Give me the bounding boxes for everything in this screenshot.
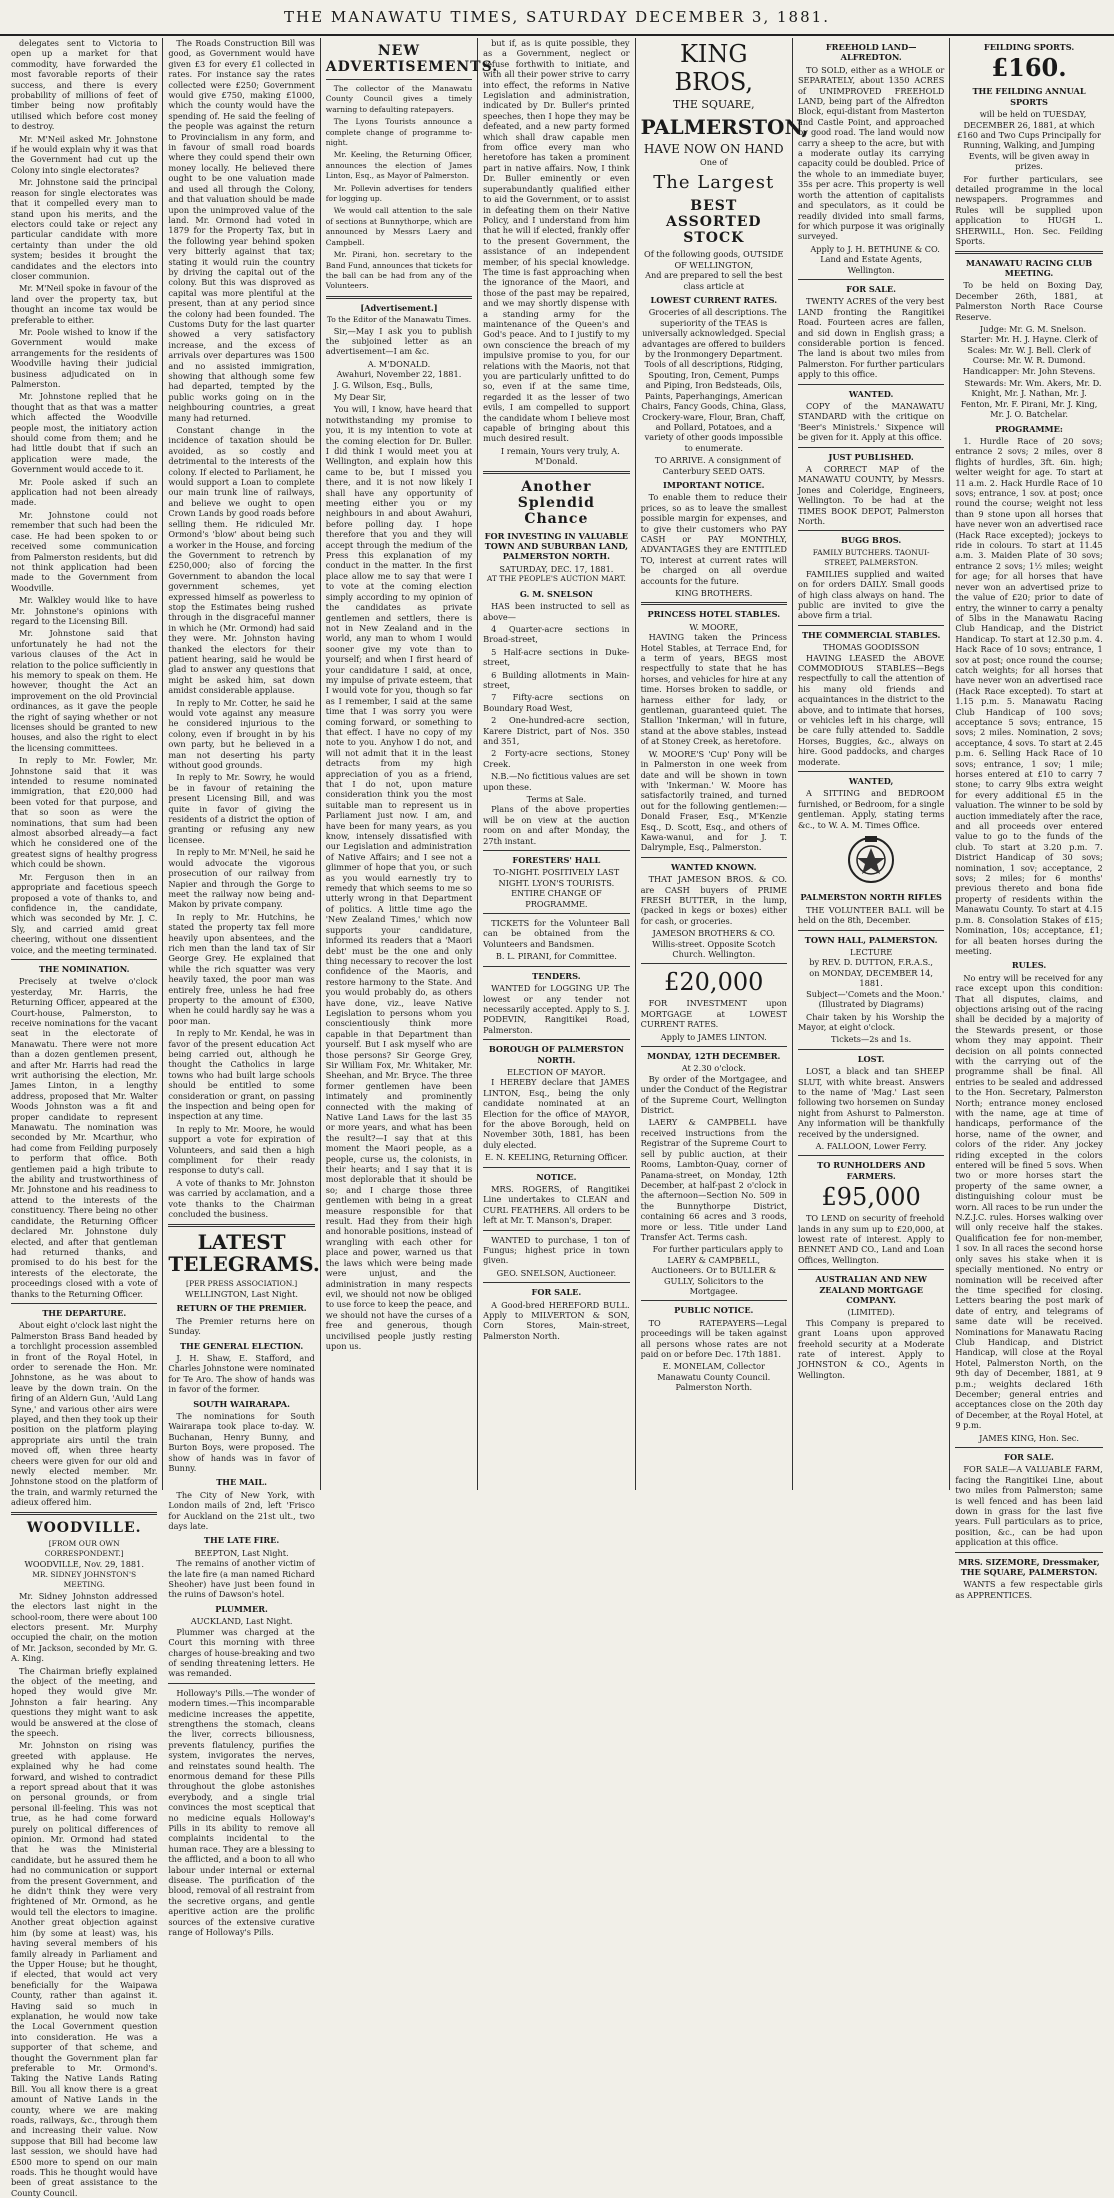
article-paragraph: In reply to Mr. Sowry, he would be in favour of retaining the present Licensing Bill, and was quite in favor of giving the residents of a district the option of granting or refusing any new licensee. xyxy=(168,772,315,845)
signature: A. FALLOON, Lower Ferry. xyxy=(815,1140,927,1151)
column-5 xyxy=(636,38,809,1490)
ad-body: By order of the Mortgagee, and under the Conduct of the Registrar of the Supreme Court, Wellington District. xyxy=(640,1073,787,1116)
ad-body: MRS. ROGERS, of Rangitikei Line undertakes to CLEAN and CURL FEATHERS. All orders to be left at Mr. T. Manson's, Draper. xyxy=(483,1184,630,1226)
letter-body: but if, as is quite possible, they as a Government, neglect or refuse forthwith to initiate, and with all their power strive to carry into effect, the reforms in Native Legislation and administration, indicated by Dr. Buller's printed speeches, then I hope they may be defeated, and a new party formed which shall draw capable men from office every man who heretofore has taken a prominent part in native affairs. Now, I think Dr. Buller eminently or even superabundantly qualified either to aid the Government, or to assist in defeating them on their Native Policy, and I understand from him that he will if elected, frankly offer to the present Government, the assistance of an independent member, of his special knowledge. The time is fast approaching when the ignorance of the Maori, and those of the past may be repaired, and we may shortly dispense with a standing army for the maintenance of the Queen's and God's peace. And to I justify to my own conscience the breach of my impulsive promise to you, for our relations with the Maoris, not that you are particularly unfitted to do so, even if at the same time, regarded it as the lesser of two evils, I am compelled to support the candidate whom I believe most capable of bringing about this much desired result. xyxy=(483,38,630,444)
ad-heading: PALMERSTON NORTH RIFLES xyxy=(800,892,942,903)
ad-body: I HEREBY declare that JAMES LINTON, Esq., being the only candidate nominated at an Election for the office of MAYOR, for the above Borough, held on November 30th, 1881, has been duly elected. xyxy=(483,1077,630,1150)
ad-body: LAERY & CAMPBELL have received instructions from the Registrar of the Supreme Court to sell by public auction, at their Rooms, Lambton-Quay, corner of Panama-street, on Monday, 12th December, at half-past 2 o'clock in the afternoon—Section No. 509 in the Bunnythorpe District, containing 66 acres and 3 roods, more or less. Title under Land Transfer Act. Terms cash. xyxy=(640,1117,787,1242)
byline: [PER PRESS ASSOCIATION.] xyxy=(186,1278,298,1288)
article-paragraph: Mr. Poole asked if such an application had not been already made. xyxy=(11,476,158,508)
subheading: To the Editor of the Manawatu Times. xyxy=(326,315,472,325)
ad-stewards: Stewards: Mr. Wm. Akers, Mr. D. Knight, Mr. J. Nathan, Mr. J. Fenton, Mr. F. Pirani, Mr. J. King, Mr. J. O. Batchelar. xyxy=(960,377,1102,420)
ad-body: HAS been instructed to sell as above— xyxy=(483,601,630,622)
telegram-body: Plummer was charged at the Court this morning with three charges of house-breaking and two of sending threatening letters. He was remanded. xyxy=(168,1626,315,1679)
divider xyxy=(955,1447,1102,1448)
telegram-body: The remains of another victim of the late fire (a man named Richard Sheoher) have just been found in the ruins of Dawson's hotel. xyxy=(168,1558,315,1600)
ad-body: N.B.—No fictitious values are set upon these. xyxy=(483,771,630,792)
signature: E. MONELAM, Collector Manawatu County Council. Palmerston North. xyxy=(657,1361,771,1393)
ad-body: A Good-bred HEREFORD BULL. Apply to MILVERTON & SON, Corn Stores, Main-street, Palmerston North. xyxy=(483,1299,630,1341)
letter-salutation: My Dear Sir, xyxy=(333,391,387,402)
article-paragraph: Mr. Ferguson then in an appropriate and facetious speech proposed a vote of thanks to, and confidence in, the candidate, which was seconded by Mr. J. C. Sly, and carried amid great cheering, without one dissentient voice, and the meeting terminated. xyxy=(11,871,158,955)
article-paragraph: In reply to Mr. M'Neil, he said he would advocate the vigorous prosecution of our railway from Napier and through the Gorge to meet the railway now being and-Makon by private company. xyxy=(168,847,315,910)
ad-auctioneer: G. M. SNELSON xyxy=(519,588,593,599)
ad-heading: Another Splendid Chance xyxy=(517,478,595,527)
article-paragraph: Constant change in the incidence of taxation should be avoided, as so costly and detrimental to the interests of the colony. If elected to Parliament, he would support a Loan to complete our main trunk line of railways, and believe we ought to open Crown Lands by good roads before selling them. He ridiculed Mr. Ormond's 'blow' about being such a worker in the House, and forcing the Government to retrench by £250,000; also of forcing the Government to abandon the local government schemes, yet expressed himself as powerless to stop the Estimates being rushed through in the disgraceful manner in which he (Mr. Ormond) had said they were. Mr. Johnston having thanked the electors for their patient hearing, said he would be glad to answer any questions that might be asked him, sat down amidst considerable applause. xyxy=(168,425,315,696)
ad-heading: NOTICE. xyxy=(536,1171,577,1182)
ad-heading: TOWN HALL, PALMERSTON. xyxy=(804,934,938,945)
ad-body: TWENTY ACRES of the very best LAND fronting the Rangitikei Road. Fourteen acres are fallen, and sid down in English grass; a considerable portion is fenced. The land is about two miles from Palmerston. For further particulars apply to this office. xyxy=(797,296,945,380)
ad-heading: The Largest xyxy=(653,172,775,194)
signature: JAMESON BROTHERS & CO. Willis-street. Opposite Scotch Church. Wellington. xyxy=(652,928,776,959)
divider xyxy=(798,530,944,531)
ad-subheading: FOR INVESTING IN VALUABLE TOWN AND SUBURBAN LAND, PALMERSTON NORTH. xyxy=(484,530,629,562)
ad-heading: PRINCESS HOTEL STABLES. xyxy=(647,609,781,620)
signature: Apply to JAMES LINTON. xyxy=(660,1031,767,1042)
ad-subheading: THE FEILDING ANNUAL SPORTS xyxy=(972,86,1086,107)
ad-subheading: PROGRAMME: xyxy=(995,423,1063,434)
ad-heading: AUSTRALIAN AND NEW ZEALAND MORTGAGE COMPANY. xyxy=(815,1274,927,1306)
ad-body: WANTS a few respectable girls as APPRENTICES. xyxy=(955,1579,1103,1600)
section-heading: NEW ADVERTISEMENTS. xyxy=(325,43,499,75)
divider xyxy=(11,959,157,960)
article-paragraph: Holloway's Pills.—The wonder of modern times.—This incomparable medicine increases the appetite, strengthens the stomach, cleans the liver, corrects biliousness, prevents flatulency, purifies the system, invigorates the nerves, and reinstates sound health. The enormous demand for these Pills throughout the globe astonishes everybody, and a single trial convinces the most sceptical that no medicine equals Holloway's Pills in its ability to remove all complaints incidental to the human race. They are a blessing to the afflicted, and a boon to all who labour under internal or external disease. The purification of the blood, removal of all restraint from the secretive organs, and gentle aperitive action are the prolific sources of the extensive curative range of Holloway's Pills. xyxy=(168,1687,315,1938)
ad-terms: Terms at Sale. xyxy=(526,794,587,804)
article-paragraph: Sir,—May I ask you to publish the subjoined letter as an advertisement—I am &c. xyxy=(325,325,473,357)
ad-subheading: At 2.30 o'clock. xyxy=(681,1063,746,1074)
signature: E. N. KEELING, Returning Officer. xyxy=(484,1152,628,1163)
volunteer-crest-icon xyxy=(798,834,944,888)
ad-heading: TENDERS. xyxy=(532,970,581,981)
telegram-title: RETURN OF THE PREMIER. xyxy=(176,1303,307,1314)
divider xyxy=(483,913,629,914)
article-paragraph: The Chairman briefly explained the object of the meeting, and hoped they would give Mr. Johnston a fair hearing. Any questions they might want to ask would be answered at the close of the speech. xyxy=(11,1665,158,1738)
telegram-title: PLUMMER. xyxy=(215,1603,268,1614)
divider xyxy=(326,79,472,80)
ad-subheading: LOWEST CURRENT RATES. xyxy=(650,295,778,306)
ad-body: FOR INVESTMENT upon MORTGAGE at LOWEST CURRENT RATES. xyxy=(640,998,787,1030)
lot-item: 2 Forty-acre sections, Stoney Creek. xyxy=(483,748,630,769)
section-heading: LATEST TELEGRAMS. xyxy=(168,1229,320,1276)
ad-body: TICKETS for the Volunteer Ball can be obtained from the Volunteers and Bandsmen. xyxy=(483,918,630,949)
article-paragraph: Mr. Johnstone said the principal reason for single electorates was that it compelled every man to stand upon his merits, and the electors could take or reject any particular candidate with more certainty than under the old system; besides it brought the candidates and the electors into closer communion. xyxy=(11,177,158,281)
telegram-title: SOUTH WAIRARAPA. xyxy=(193,1398,290,1409)
ad-body: Subject—'Comets and the Moon.' (Illustrated by Diagrams) xyxy=(806,988,945,1010)
divider xyxy=(483,1282,629,1283)
divider xyxy=(798,771,944,772)
divider xyxy=(483,850,629,851)
divider xyxy=(11,1303,157,1304)
ad-body: W. MOORE'S 'Cup' Pony will be in Palmerston in one week from date and will be shown in town with 'Inkerman.' W. Moore has satisfactorily trained, and turned out for the following gentlemen:—Donald Fraser, Esq., M'Kenzie Esq., D. Scott, Esq., and others of Kawa-wanui, and for J. T. Dalrymple, Esq., Palmerston. xyxy=(640,748,787,853)
lot-item: 5 Half-acre sections in Duke-street, xyxy=(483,646,630,668)
masthead: THE MANAWATU TIMES, SATURDAY DECEMBER 3, 1881. xyxy=(0,0,1114,36)
ad-body: WANTED for LOGGING UP. The lowest or any tender not necessarily accepted. Apply to S. J. PODEVIN, Rangitikei Road, Palmerston. xyxy=(483,983,630,1035)
ad-subheading: LECTURE xyxy=(850,947,893,958)
article-paragraph: A vote of thanks to Mr. Johnston was carried by acclamation, and a vote thanks to the Chairman concluded the business. xyxy=(168,1177,315,1220)
column-3 xyxy=(321,38,499,1490)
ad-body: TO RATEPAYERS—Legal proceedings will be taken against all persons whose rates are not paid on or before Dec. 17th 1881. xyxy=(640,1317,787,1359)
divider xyxy=(798,1269,944,1270)
ad-body: TO ARRIVE. A consignment of Canterbury SEED OATS. xyxy=(654,455,781,476)
divider xyxy=(483,1039,629,1040)
ad-subheading: ELECTION OF MAYOR. xyxy=(507,1066,606,1077)
column-6 xyxy=(793,38,950,1490)
dateline: WOODVILLE, Nov. 29, 1881. xyxy=(24,1559,144,1570)
signature: GEO. SNELSON, Auctioneer. xyxy=(496,1267,617,1278)
ad-subheading: HAVE NOW ON HAND xyxy=(643,142,784,156)
column-1 xyxy=(6,38,163,2198)
divider xyxy=(641,602,787,605)
ad-body: For further particulars, see detailed programme in the local newspapers. Programmes and Rules will be supplied upon application to HUGH L. SHERWILL, Hon. Sec. Feilding Sports. xyxy=(955,173,1103,247)
ad-body: One of xyxy=(700,157,728,167)
divider xyxy=(641,963,787,964)
lot-item: 2 One-hundred-acre section, Karere District, part of Nos. 350 and 351, xyxy=(483,715,630,746)
ad-heading: WANTED. xyxy=(848,388,894,399)
telegram-body: The nominations for South Wairarapa took place to-day. W. Buchanan, Henry Bunny, and Burton Boys, were proposed. The show of hands was in favor of Bunny. xyxy=(168,1410,315,1473)
ad-proprietor: THOMAS GOODISSON xyxy=(822,642,920,653)
article-paragraph: Mr. Johnston on rising was greeted with applause. He explained why he had come forward, and wished to contradict a report spread about that it was on personal grounds, or from personal ill-feeling. This was not true, as he had come forward purely on political differences of opinion. Mr. Ormond had stated that he was the Ministerial candidate, but he assured them he had no communication or support from the present Government, and he didn't think they were very frightened of Mr. Ormond, as he would tell the electors to imagine. Another great objection against him (by some at least) was, his having several members of his family already in Parliament and the Upper House; but he thought, if elected, that would act very beneficially for the Waipawa County, rather than against it. Having said so much in explanation, he would now take the Local Government question into consideration. He was a supporter of that scheme, and thought the Government plan far preferable to Mr. Ormond's. Taking the Native Lands Rating Bill. You all know there is a great amount of Native Lands in the county, where we are making roads, railways, &c., through them and increasing their value. Now suppose that Bill had become law last session, we should have had £500 more to spend on our main roads. This he thought would have been of great assistance to the County Council. xyxy=(11,1740,158,2198)
ad-body: Of the following goods, OUTSIDE OF WELLINGTON, xyxy=(644,249,784,270)
ad-body: Tickets—2s and 1s. xyxy=(831,1034,912,1045)
ad-date: SATURDAY, DEC. 17, 1881. xyxy=(499,563,614,574)
signature: Apply to J. H. BETHUNE & CO. Land and Estate Agents, Wellington. xyxy=(810,243,940,275)
divider xyxy=(483,1167,629,1168)
divider xyxy=(798,384,944,385)
notice-item: The Lyons Tourists announce a complete change of programme to-night. xyxy=(325,117,473,148)
ad-body: THAT JAMESON BROS. & CO. are CASH buyers of PRIME FRESH BUTTER, in the lump, (packed in kegs or boxes) either for cash, or groceries. xyxy=(640,874,787,926)
ad-list: Groceries of all descriptions. The superiority of the TEAS is universally acknowledged. Special advantages are offered to builders by the Ironmongery Department. Tools of all descriptions, Ridging, Spouting, Iron, Cement, Pumps and Piping, Iron Bedsteads, Oils, Paints, Paperhangings, American Chairs, Fancy Goods, China, Glass, Crockery-ware, Flour, Bran, Chaff, and Pollard, Potatoes, and a variety of other goods impossible to enumerate. xyxy=(641,307,787,453)
divider xyxy=(641,1300,787,1301)
ad-body: by REV. D. DUTTON, F.R.A.S., xyxy=(809,957,933,968)
article-paragraph: Mr. Poole wished to know if the Government would make arrangements for the residents of Woodville having their judicial business adjudicated on in Palmerston. xyxy=(11,326,158,389)
ad-subheading: FAMILY BUTCHERS. TAONUI-STREET, PALMERSTON. xyxy=(812,547,930,568)
article-paragraph: Mr. Johnstone could not remember that such had been the case. He had been spoken to or received some communication from Palmerston residents, but did not think application had been made to the Government from Woodville. xyxy=(11,509,158,593)
lot-item: 6 Building allotments in Main-street, xyxy=(483,669,630,690)
ad-body: A CORRECT MAP of the MANAWATU COUNTY, by Messrs. Jones and Coleridge, Engineers, Wellington. To be had at the TIMES BOOK DEPOT, Palmerston North. xyxy=(797,464,945,527)
ad-body: Chair taken by his Worship the Mayor, at eight o'clock. xyxy=(797,1011,945,1032)
telegram-title: THE MAIL. xyxy=(216,1477,267,1488)
telegram-title: THE LATE FIRE. xyxy=(203,1535,280,1546)
ad-subheading: THE SQUARE, xyxy=(672,98,755,111)
ad-subheading: RULES. xyxy=(1011,960,1047,971)
ad-heading: PUBLIC NOTICE. xyxy=(674,1305,754,1316)
ad-heading: KING BROS, xyxy=(674,40,754,96)
article-paragraph: Mr. Sidney Johnston addressed the electors last night in the school-room, there were about 100 electors present. Mr. Murphy occupied the chair, on the motion of Mr. Jackson, seconded by Mr. G. A. King. xyxy=(11,1590,158,1664)
ad-body: COPY of the MANAWATU STANDARD with the critique on 'Beer's Ministrels.' Sixpence will be given for it. Apply at this office. xyxy=(797,401,945,443)
ad-body: TO-NIGHT. POSITIVELY LAST NIGHT. LYON'S TOURISTS. ENTIRE CHANGE OF PROGRAMME. xyxy=(493,867,620,909)
article-paragraph: Mr. M'Neil spoke in favour of the land over the property tax, but thought an income tax would be preferable to either. xyxy=(11,283,158,325)
article-paragraph: In reply to Mr. Moore, he would support a vote for expiration of Volunteers, and said then a high compliment for their ready response to duty's call. xyxy=(168,1123,315,1176)
section-heading: [Advertisement.] xyxy=(360,302,438,313)
ad-officials: Judge: Mr. G. M. Snelson. Starter: Mr. H. J. Hayne. Clerk of Scales: Mr. W. J. Bell. Clerk of Course: Mr. W. R. Dumond. Handicapper: Mr. John Stevens. xyxy=(960,323,1098,376)
ad-heading: FORESTERS' HALL xyxy=(512,855,601,866)
ad-heading: FOR SALE. xyxy=(1004,1452,1054,1462)
signature: I remain, Yours very truly, A. M'Donald. xyxy=(500,445,620,467)
ad-body: HAVING LEASED the ABOVE COMMODIOUS STABLES—Begs respectfully to call the attention of his many old friends and acquaintances in the district to the above, and to intimate that horses, or vehicles left in his charge, will be care fully attended to. Saddle Horses, Buggies, &c., always on hire. Good paddocks, and charges moderate. xyxy=(797,652,945,767)
divider xyxy=(798,930,944,931)
ad-heading: MONDAY, 12TH DECEMBER. xyxy=(647,1051,781,1062)
divider xyxy=(798,625,944,626)
ad-heading: FOR SALE. xyxy=(846,283,896,294)
ad-heading: THE COMMERCIAL STABLES. xyxy=(801,629,941,640)
ad-body: To enable them to reduce their prices, so as to leave the smallest possible margin for expenses, and to give their customers who PAY CASH or PAY MONTHLY, ADVANTAGES they are ENTITLED TO, interest at current rates will be charged on all overdue accounts for the future. xyxy=(640,492,787,586)
divider xyxy=(798,447,944,448)
ad-body: on MONDAY, DECEMBER 14, 1881. xyxy=(809,967,933,989)
ad-amount: £20,000 xyxy=(664,968,764,997)
letter-salutation: J. G. Wilson, Esq., Bulls, xyxy=(333,379,433,390)
ad-heading: BEST ASSORTED STOCK xyxy=(665,198,762,247)
ad-heading: PALMERSTON, xyxy=(640,115,809,139)
ad-body: HAVING taken the Princess Hotel Stables, at Terrace End, for a term of years, BEGS most respectfully to state that he has horses, and vehicles for hire at any time. Horses broken to saddle, or harness either for lady, or gentleman, guaranteed quiet. The Stallion 'Inkerman,' will in future, stand at the above stables, instead of at Stoney Creek, as heretofore. xyxy=(640,632,787,747)
ad-body: WANTED to purchase, 1 ton of Fungus; highest price in town given. xyxy=(483,1234,630,1266)
divider xyxy=(798,1049,944,1050)
ad-body: Plans of the above properties will be on view at the auction room on and after Monday, the 27th instant. xyxy=(483,804,630,846)
ad-body: LOST, a black and tan SHEEP SLUT, with white breast. Answers to the name of 'Mag.' Last seen following two horsemen on Sunday night from Ashurst to Palmerston. Any information will be thankfully received by the undersigned. xyxy=(797,1066,945,1139)
article-paragraph: Mr. M'Neil asked Mr. Johnstone if he would explain why it was that the Government had cut up the Colony into single electorates? xyxy=(11,133,158,175)
ad-proprietor: W. MOORE, xyxy=(689,621,739,632)
divider xyxy=(326,296,472,299)
ad-heading: BOROUGH OF PALMERSTON NORTH. xyxy=(488,1044,624,1065)
ad-heading: FOR SALE. xyxy=(531,1287,582,1298)
byline: [FROM OUR OWN CORRESPONDENT.] xyxy=(44,1538,124,1559)
ad-heading: JUST PUBLISHED. xyxy=(828,451,914,462)
notice-item: Mr. Keeling, the Returning Officer, announces the election of James Linton, Esq., as Mayor of Palmerston. xyxy=(325,150,473,181)
article-paragraph: About eight o'clock last night the Palmerston Brass Band headed by a torchlight procession assembled in front of the Royal Hotel, in order to serenade the Hon. Mr. Johnstone, as he was about to leave by the down train. On the firing of an Aldern Gun, 'Auld Lang Syne,' and various other airs were played, and then they took up their position on the platform playing appropriate airs until the train moved off, when three hearty cheers were given for our old and newly elected member. Mr. Johnstone stood on the platform of the train, and warmly returned the adieux offered him. xyxy=(11,1320,158,1508)
divider xyxy=(798,279,944,280)
ad-subheading: (LIMITED). xyxy=(847,1307,895,1318)
letter-body: You will, I know, have heard that notwithstanding my promise to you, it is my intention to vote at the coming election for Dr. Buller. I did think I would meet you at Wellington, and explain how this came to be, but I missed you there, and it is not now likely I shall have any opportunity of meeting either you or my neighbours in and about Awahuri, before polling day. I hope therefore that you and they will accept through the medium of the Press this explanation of my conduct in the matter. In the first place allow me to say that were I to vote at the coming election simply according to my opinion of the candidates as private gentlemen and settlers, there is not in New Zealand and in the world, any man to whom I would sooner give my vote than to yourself; and when I first heard of your candidature I said, at once, my impulse of private esteem, that I would vote for you, though so far as I remember, I said at the same time that I was sorry you were coming forward, or something to that effect. I have no copy of my note to you. Anyhow I do not, and will not admit that it in the least detracts from my high appreciation of you as a friend, that I do not, upon mature consideration think you the most suitable man to represent us in Parliament just now. I am, and have been for many years, as you know, intensely dissatisfied with our Legislation and administration of Native Affairs; and I see not a glimmer of hope that you, or such as you would earnestly try to remedy that which seems to me so utterly wrong in that Department of politics. A little time ago the 'New Zealand Times,' which now supports your candidature, informed its readers that a 'Maori debt' must be the one and only thing necessary to recover the lost confidence of the Maoris, and restore harmony to the State. And you would probably do, as others have done, viz., leave Native Legislation to persons whom you conscientiously think more capable in that Department than yourself. But I ask myself who are those persons? Sir George Grey, Sir William Fox, Mr. Whitaker, Mr. Sheehan, and Mr. Bryce. The three former gentlemen have been intimately and prominently connected with the making of Native Land Laws for the last 35 or more years, and what has been the result?—I say that at this moment the Maori people, as a people, curse us, the colonists, in their hearts; and I say that it is most deplorable that it should be so; and I charge those three gentlemen with being in a great measure responsible for that result. Had they from their high and honorable positions, instead of wrangling with each other for place and power, warned us that the laws which were being made were unjust, and the administration in many respects evil, we should not now be obliged to use force to keep the peace, and we should not have the curses of a free and generous, though uncivilised people justly resting upon us. xyxy=(325,404,473,1351)
section-heading: THE DEPARTURE. xyxy=(42,1307,127,1318)
divider xyxy=(798,1155,944,1156)
signature: KING BROTHERS. xyxy=(675,588,753,598)
notice-item: The collector of the Manawatu County Council gives a timely warning to defaulting ratepayers. xyxy=(325,84,473,114)
column-4 xyxy=(478,38,635,1490)
column-2 xyxy=(163,38,320,1938)
divider xyxy=(168,1224,314,1227)
ad-body: This Company is prepared to grant Loans upon approved freehold security at a Moderate rate of interest. Apply to JOHNSTON & CO., Agents in Wellington. xyxy=(797,1317,945,1380)
signature: A. M'DONALD. xyxy=(367,358,431,369)
ad-rules: No entry will be received for any race except upon this condition: That all disputes, claims, and objections arising out of the racing shall be decided by a majority of the Stewards present, or those whom they may appoint. Their decision on all points connected with the carrying out of the programme shall be final. All entries to be sealed and addressed to the Hon. Secretary, Palmerston North; entrance money enclosed with the name, age at time of handicaps, performance of the horse, name of the owner, and colors of the rider. Any jockey riding excepted in the colors entered will be fined 5 sovs. When two or more horses start the property of the same owner, a distinguishing colour must be worn. All races to be run under the N.Z.J.C. rules. Horses walking over will only receive half the stakes. Qualification fee for non-member, 1 sov. In all races the second horse only saves his stake when it is specially mentioned. No entry or nomination will be received after the time specified for closing. Letters bearing the post mark of date of entry, and telegrams of same date will be received. Nominations for Manawatu Racing Club Handicap, and District Handicap, will close at the Royal Hotel, Palmerston North, on the 9th day of December, 1881, at 9 p.m.; weights declared 16th December; general entries and acceptances close on the 20th day of December, at the Royal Hotel, at 9 p.m. xyxy=(955,972,1103,1431)
dateline: AUCKLAND, Last Night. xyxy=(190,1616,293,1627)
notice-item: We would call attention to the sale of sections at Bunnythorpe, which are announced by Messrs Laery and Campbell. xyxy=(325,206,473,247)
ad-heading: WANTED KNOWN. xyxy=(670,861,757,872)
section-heading: WOODVILLE. xyxy=(26,1519,142,1536)
subheading: MR. SIDNEY JOHNSTON'S MEETING. xyxy=(32,1569,137,1590)
section-heading: THE NOMINATION. xyxy=(38,963,130,974)
article-paragraph: Mr. Johnstone replied that he thought that as that was a matter which affected the Woodville people most, the initiatory action should come from them; and he had little doubt that if such an application were made, the Government would accede to it. xyxy=(11,391,158,475)
signature: B. L. PIRANI, for Committee. xyxy=(495,951,617,962)
article-paragraph: Mr. Johnstone said that unfortunately he had not the various clauses of the Act in relation to the police sufficiently in his memory to speak on them. He however, thought the Act an improvement on the old Provincial ordinances, as it gave the people the right of saying whether or not licenses should be granted to new houses, and also the right to elect the licensing committees. xyxy=(11,628,158,753)
divider xyxy=(11,1512,157,1515)
ad-venue: AT THE PEOPLE'S AUCTION MART. xyxy=(486,574,626,584)
ad-heading: MRS. SIZEMORE, Dressmaker, THE SQUARE, PALMERSTON. xyxy=(958,1556,1100,1578)
divider xyxy=(641,1046,787,1047)
divider xyxy=(641,857,787,858)
signature: JAMES KING, Hon. Sec. xyxy=(979,1432,1079,1443)
article-paragraph: Mr. Walkley would like to have Mr. Johnstone's opinions with regard to the Licensing Bill. xyxy=(11,595,158,626)
article-paragraph: In reply to Mr. Kendal, he was in favor of the present education Act being carried out, although he thought the Catholics in large towns who had built large schools should be entitled to some consideration or grant, on passing the inspection and being open for inspection at any time. xyxy=(168,1028,315,1122)
ad-amount: £160. xyxy=(991,53,1067,83)
dateline: Awahuri, November 22, 1881. xyxy=(336,369,462,380)
divider xyxy=(483,1230,629,1231)
ad-body: TO SOLD, either as a WHOLE or SEPARATELY, about 1350 ACRES of UNIMPROVED FREEHOLD LAND, being part of the Alfredton Block, equi-distant from Masterton and Castle Point, and approached by good road. The land would now carry a sheep to the acre, but with a moderate outlay its carrying capacity could be doubled. Price of the whole to an immediate buyer, 35s per acre. This property is well worth the attention of capitalists and speculators, as it could be readily divided into small farms, for which purpose it was originally surveyed. xyxy=(797,64,945,242)
divider xyxy=(168,1683,314,1684)
ad-heading: IMPORTANT NOTICE. xyxy=(663,479,765,490)
ad-heading: MANAWATU RACING CLUB MEETING. xyxy=(965,257,1093,278)
telegram-title: THE GENERAL ELECTION. xyxy=(179,1340,304,1351)
ad-amount: £95,000 xyxy=(821,1183,921,1212)
telegram-body: The Premier returns here on Sunday. xyxy=(168,1315,315,1337)
notice-item: Mr. Pollevin advertises for tenders for logging up. xyxy=(325,183,473,204)
article-paragraph: The Roads Construction Bill was good, as Government would have given £3 for every £1 collected in rates. For instance say the rates collected were £250; Government would give £750, making £1000, which the county would have the spending of. He said the feeling of the people was against the return to Provincialism in any form, and in favour of small road boards where they could spend their own money locally. He believed there ought to be one valuation made and used all through the Colony, and that valuation should be made upon the unimproved value of the land. Mr. Ormond had voted in 1879 for the Property Tax, but in the following year behind spoken very bitterly against that tax; stating it would ruin the country by driving the capital out of the colony. But this was disproved as capital was more plentiful at the present, than at any period since the colony had been founded. The Customs Duty for the last quarter showed a very satisfactory increase, and the excess of arrivals over departures was 1500 and no assisted immigration, showing that although some few had departed, tempted by the public works going on in the neighbouring countries, a great many had returned. xyxy=(168,38,315,423)
article-paragraph: In reply to Mr. Fowler, Mr. Johnstone said that it was intended to resume nominated immigration, that £20,000 had been voted for that purpose, and that so soon as were the nominations, that sum had been almost absorbed already—a fact which he considered one of the greatest signs of healthy progress which could be shown. xyxy=(11,755,158,870)
dateline: BEEPTON, Last Night. xyxy=(194,1547,289,1558)
article-paragraph: In reply to Mr. Hutchins, he stated the property tax fell more heavily upon absentees, and the rich men than the land tax of Sir George Grey. He explained that while the rich squatter was very heavily taxed, the poor man was entirely free, unless he had free property to the amount of £300, when he could hardly say he was a poor man. xyxy=(168,911,315,1026)
dateline: WELLINGTON, Last Night. xyxy=(185,1288,298,1299)
divider xyxy=(955,251,1102,254)
telegram-body: The City of New York, with London mails of 2nd, left 'Frisco for Auckland on the 21st ult., two days late. xyxy=(168,1489,315,1532)
notice-item: Mr. Pirani, hon. secretary to the Band Fund, announces that tickets for the ball can be had from any of the Volunteers. xyxy=(325,250,473,291)
lot-item: 7 Fifty-acre sections on Boundary Road West, xyxy=(483,692,630,713)
ad-body: THE VOLUNTEER BALL will be held on the 8th, December. xyxy=(797,904,945,926)
article-paragraph: delegates sent to Victoria to open up a market for that commodity, have forwarded the most favorable reports of their success, and there is every probability of millions of feet of timber being now profitably utilised which before cost money to destroy. xyxy=(11,38,158,132)
ad-body: TO LEND on security of freehold lands in any sum up to £20,000, at lowest rate of interest. Apply to BENNET AND CO., Land and Loan Offices, Wellington. xyxy=(797,1213,945,1265)
divider xyxy=(955,1552,1102,1553)
signature: For further particulars apply to LAERY & CAMPBELL, Auctioneers. Or to BULLER & GULLY, Solicitors to the Mortgagee. xyxy=(651,1244,783,1296)
divider xyxy=(483,471,629,474)
ad-heading: LOST. xyxy=(857,1053,885,1064)
ad-body: And are prepared to sell the best class article at xyxy=(645,270,783,291)
ad-heading: WANTED, xyxy=(848,776,894,786)
telegram-body: J. H. Shaw, E. Stafford, and Charles Johnstone were nominated for Te Aro. The show of hands was in favor of the former. xyxy=(168,1352,315,1395)
ad-heading: FREEHOLD LAND—ALFREDTON. xyxy=(825,42,917,63)
ad-body: will be held on TUESDAY, DECEMBER 26, 1881, at which £160 and Two Cups Principally for Running, Walking, and Jumping Events, will be given away in prizes. xyxy=(957,109,1101,172)
ad-body: A SITTING and BEDROOM furnished, or Bedroom, for a single gentleman. Apply, stating terms &c., to W. A. M. Times Office. xyxy=(797,788,945,830)
ad-programme: 1. Hurdle Race of 20 sovs; entrance 2 sovs; 2 miles, over 8 flights of hurdles, 3ft. 6in. high; welter weight for age. To start at 11 a.m. 2. Hack Hurdle Race of 10 sovs; entrance, 1 sov. at post; once round the course; weight not less than 9 stone upon all horses that have never won an advertised race (Hack Race excepted); jockeys to ride in colours. To start at 11.45 a.m. 3. Maiden Plate of 30 sovs; entrance 2 sovs; 1½ miles; weight for age; for all horses that have never won an advertised prize to the value of £20; prior to date of entry, the winner to carry a penalty of 5lbs in the Manawatu Racing Club Handicap, and the District Handicap. To start at 12.30 p.m. 4. Hack Race of 10 sovs; entrance, 1 sov at post; once round the course; catch weights; for all horses that have never won an advertised race (Hack Race excepted). To start at 1.15 p.m. 5. Manawatu Racing Club Handicap of 100 sovs; acceptance 5 sovs; entrance, 15 sovs; 2 miles. Nomination, 2 sovs; acceptance, 4 sovs. To start at 2.45 p.m. 6. Selling Hack Race of 10 sovs; entrance, 1 sov; 1 mile; horses entered at £10 to carry 7 stone; to carry 9lbs extra weight for every additional £5 in the valuation. The winner to be sold by auction immediately after the race, and all proceeds over entered value to go to the funds of the club. To start at 3.20 p.m. 7. District Handicap of 30 sovs; nomination, 1 sov; acceptance, 2 sovs; 2 miles; for 6 months' previous thereto and bona fide property of residents within the Manawatu County. To start at 4.15 p.m. 8. Consolation Stakes of £15; Nomination, 10s; acceptance, £1; for all beaten horses during the meeting. xyxy=(955,436,1103,956)
ad-body: To be held on Boxing Day, December 26th, 1881, at Palmerston North Race Course Reserve. xyxy=(955,280,1103,322)
ad-heading: BUGG BROS. xyxy=(841,535,902,546)
columns xyxy=(6,38,1108,2198)
article-paragraph: In reply to Mr. Cotter, he said he would vote against any measure he considered injurious to the colony, even if brought in by his own party, but he believed in a man not deserting his party without good grounds. xyxy=(168,697,315,771)
column-7 xyxy=(950,38,1107,1600)
ad-body: FOR SALE—A VALUABLE FARM, facing the Rangitikei Line, about two miles from Palmerston; same is well fenced and has been laid down in grass for the last five years. Full particulars as to price, position, &c., can be had upon application at this office. xyxy=(955,1464,1103,1548)
ad-heading: TO RUNHOLDERS AND FARMERS. xyxy=(817,1160,926,1181)
divider xyxy=(483,966,629,967)
ad-heading: FEILDING SPORTS. xyxy=(983,42,1075,52)
ad-body: FAMILIES supplied and waited on for orders DAILY. Small goods of high class always on hand. The public are invited to give the above firm a trial. xyxy=(797,568,945,621)
lot-item: 4 Quarter-acre sections in Broad-street, xyxy=(483,623,630,645)
article-paragraph: Precisely at twelve o'clock yesterday, Mr. Harris, the Returning Officer, appeared at the Court-house, Palmerston, to receive nominations for the vacant seat in the electorate of Manawatu. There were not more than a dozen gentlemen present, and after Mr. Harris had read the writ authorising the election, Mr. James Linton, in a lengthy address, proposed that Mr. Walter Woods Johnston was a fit and proper candidate to represent Manawatu. The nomination was seconded by Mr. Mcarthur, who had come from Feilding purposely to perform that office. Both gentlemen paid a high tribute to the ability and trustworthiness of Mr. Johnstone and his readiness to attend to the interests of the constituency. There being no other candidate, the Returning Officer declared Mr. Johnstone duly elected, and after that gentleman had returned thanks, and promised to do his best for the interests of the electorate, the proceedings closed with a vote of thanks to the Returning Officer. xyxy=(11,976,158,1299)
